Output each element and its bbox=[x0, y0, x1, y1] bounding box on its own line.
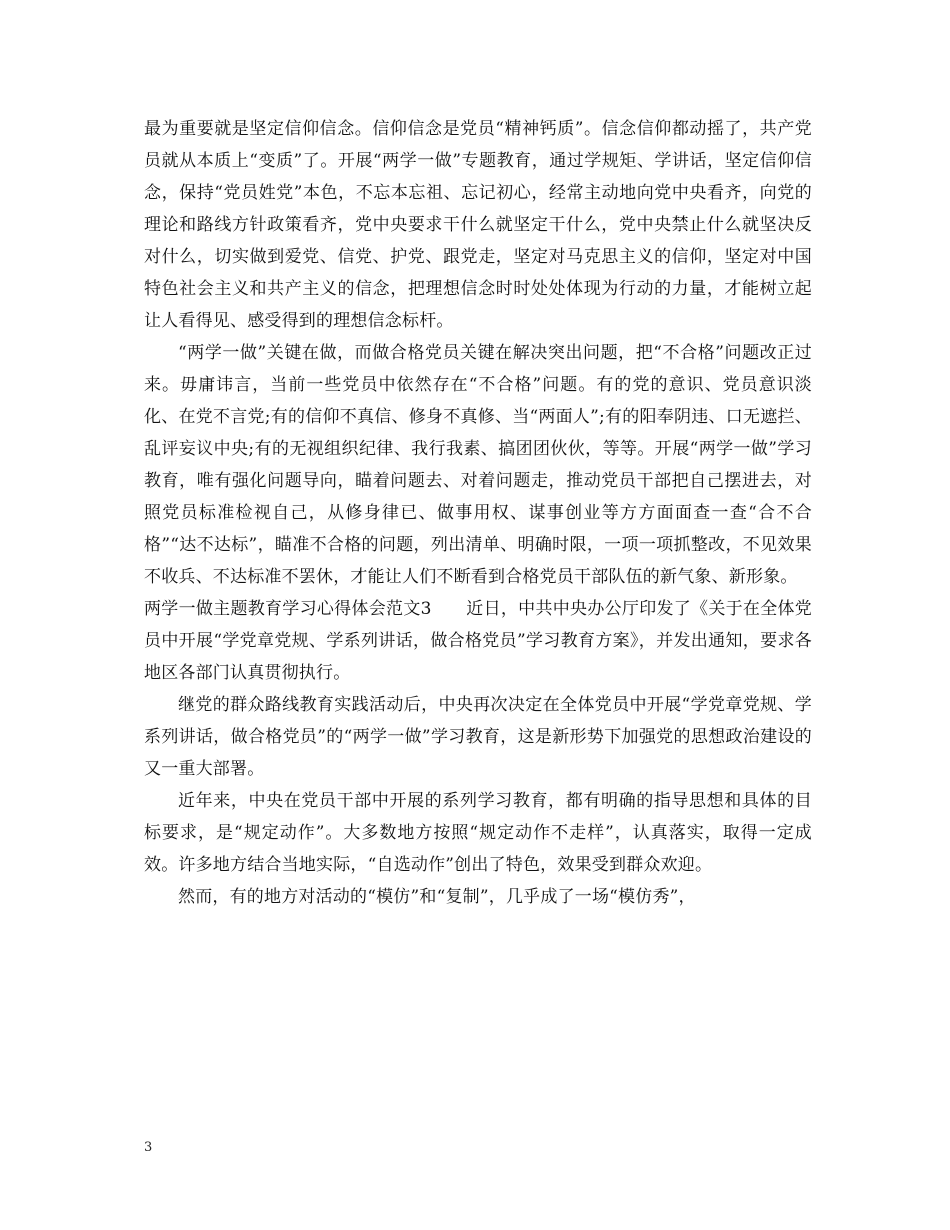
paragraph-recent-years: 近年来，中央在党员干部中开展的系列学习教育，都有明确的指导思想和具体的目标要求，是“规定动作”。大多数地方按照“规定动作不走样”，认真落实，取得一定成效。许多地方结合当地实际，“自选动作”创出了特色，效果受到群众欢迎。 bbox=[144, 791, 812, 875]
paragraph-faith-conviction: 最为重要就是坚定信仰信念。信仰信念是党员“精神钙质”。信念信仰都动摇了，共产党员就从本质上“变质”了。开展“两学一做”专题教育，通过学规矩、学讲话，坚定信仰信念，保持“党员姓党”本色，不忘本忘祖、忘记初心，经常主动地向党中央看齐，向党的理论和路线方针政策看齐，党中央要求干什么就坚定干什么，党中央禁止什么就坚决反对什么，切实做到爱党、信党、护党、跟党走，坚定对马克思主义的信仰，坚定对中国特色社会主义和共产主义的信念，把理想信念时时处处体现为行动的力量，才能树立起让人看得见、感受得到的理想信念标杆。 bbox=[144, 119, 812, 331]
page-number: 3 bbox=[144, 1140, 153, 1155]
paragraph-sample-essay-3: 两学一做主题教育学习心得体会范文3 近日，中共中央办公厅印发了《关于在全体党员中开展“学党章党规、学系列讲话，做合格党员”学习教育方案》，并发出通知，要求各地区各部门认真贯彻执行。 bbox=[144, 599, 812, 683]
paragraph-key-in-doing: “两学一做”关键在做，而做合格党员关键在解决突出问题，把“不合格”问题改正过来。毋庸讳言，当前一些党员中依然存在“不合格”问题。有的党的意识、党员意识淡化、在党不言党;有的信仰不真信、修身不真修、当“两面人”;有的阳奉阴违、口无遮拦、乱评妄议中央;有的无视组织纪律、我行我素、搞团团伙伙，等等。开展“两学一做”学习教育，唯有强化问题导向，瞄着问题去、对着问题走，推动党员干部把自己摆进去，对照党员标准检视自己，从修身律已、做事用权、谋事创业等方方面面查一查“合不合格”“达不达标”，瞄准不合格的问题，列出清单、明确时限，一项一项抓整改，不见效果不收兵、不达标准不罢休，才能让人们不断看到合格党员干部队伍的新气象、新形象。 bbox=[144, 343, 812, 587]
paragraph-mass-line-campaign: 继党的群众路线教育实践活动后，中央再次决定在全体党员中开展“学党章党规、学系列讲话，做合格党员”的“两学一做”学习教育，这是新形势下加强党的思想政治建设的又一重大部署。 bbox=[144, 695, 812, 779]
paragraph-imitation-show: 然而，有的地方对活动的“模仿”和“复制”，几乎成了一场“模仿秀”， bbox=[178, 887, 696, 907]
document-body bbox=[144, 113, 812, 913]
